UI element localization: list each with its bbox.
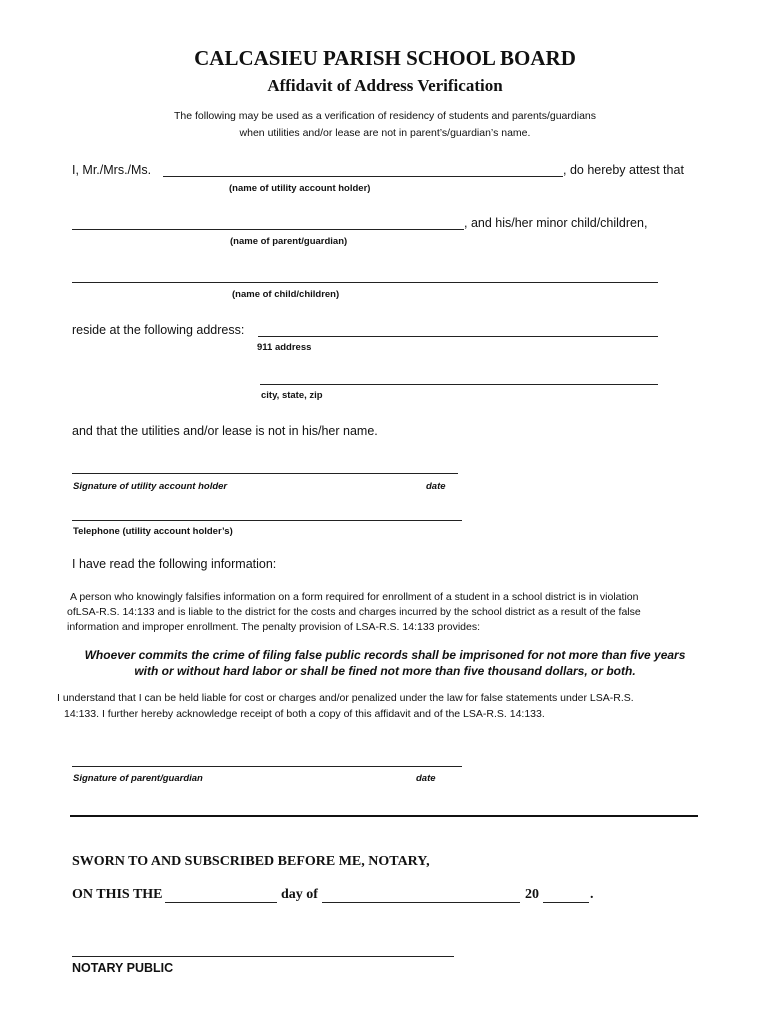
acknowledgement-line-2: 14:133. I further hereby acknowledge receipt of both a copy of this affidavit and of the LSA-R.S. 14:133.: [64, 708, 545, 720]
911-address-caption: 911 address: [257, 342, 312, 353]
notary-public-label: NOTARY PUBLIC: [72, 961, 174, 975]
read-statement: I have read the following information:: [72, 557, 277, 571]
legal-paragraph-1-line-3: information and improper enrollment. The penalty provision of LSA-R.S. 14:133 provides:: [67, 621, 481, 633]
notary-day-field[interactable]: [165, 902, 277, 903]
utilities-statement: and that the utilities and/or lease is not in his/her name.: [72, 424, 378, 438]
parent-signature-caption: Signature of parent/guardian: [73, 773, 203, 784]
children-name-field[interactable]: [72, 282, 658, 283]
notary-signature-field[interactable]: [72, 956, 454, 957]
utility-signature-field[interactable]: [72, 473, 458, 474]
address-label: reside at the following address:: [72, 323, 245, 337]
city-state-zip-caption: city, state, zip: [261, 390, 323, 401]
document-title: CALCASIEU PARISH SCHOOL BOARD: [194, 46, 576, 70]
name-prefix-label: I, Mr./Mrs./Ms.: [72, 163, 152, 177]
penalty-warning-line-2: with or without hard labor or shall be fined not more than five thousand dollars, or both.: [134, 664, 636, 678]
year-prefix-label: 20: [525, 887, 539, 902]
day-of-label: day of: [281, 887, 318, 902]
legal-paragraph-1-line-1: A person who knowingly falsifies information on a form required for enrollment of a student in a school district is in violation: [70, 591, 639, 603]
utility-holder-name-field[interactable]: [163, 176, 563, 177]
intro-line-1: The following may be used as a verification of residency of students and parents/guardians: [174, 110, 596, 122]
acknowledgement-line-1: I understand that I can be held liable for cost or charges and/or penalized under the law for false statements under LSA-R.S.: [57, 692, 634, 704]
penalty-warning-line-1: Whoever commits the crime of filing false public records shall be imprisoned for not more than five years: [84, 648, 686, 662]
attest-label: , do hereby attest that: [563, 163, 684, 177]
date-caption-1: date: [426, 481, 446, 492]
parent-caption: (name of parent/guardian): [230, 236, 348, 247]
notary-month-field[interactable]: [322, 902, 520, 903]
section-divider: [70, 815, 698, 817]
legal-paragraph-1-line-2: ofLSA-R.S. 14:133 and is liable to the district for the costs and charges incurred by the school district as a result of the false: [67, 606, 641, 618]
telephone-caption: Telephone (utility account holder’s): [73, 526, 233, 537]
city-state-zip-field[interactable]: [260, 384, 658, 385]
minor-children-label: , and his/her minor child/children,: [464, 216, 648, 230]
document-subtitle: Affidavit of Address Verification: [267, 76, 503, 95]
on-this-the-label: ON THIS THE: [72, 887, 163, 902]
notary-year-field[interactable]: [543, 902, 589, 903]
children-caption: (name of child/children): [232, 289, 340, 300]
telephone-field[interactable]: [72, 520, 462, 521]
date-caption-2: date: [416, 773, 436, 784]
utility-signature-caption: Signature of utility account holder: [73, 481, 228, 492]
sworn-statement: SWORN TO AND SUBSCRIBED BEFORE ME, NOTARY,: [72, 854, 430, 869]
parent-signature-field[interactable]: [72, 766, 462, 767]
notary-period: .: [590, 887, 594, 902]
parent-name-field[interactable]: [72, 229, 464, 230]
street-address-field[interactable]: [258, 336, 658, 337]
utility-holder-caption: (name of utility account holder): [229, 183, 371, 194]
intro-line-2: when utilities and/or lease are not in parent’s/guardian’s name.: [239, 127, 531, 139]
